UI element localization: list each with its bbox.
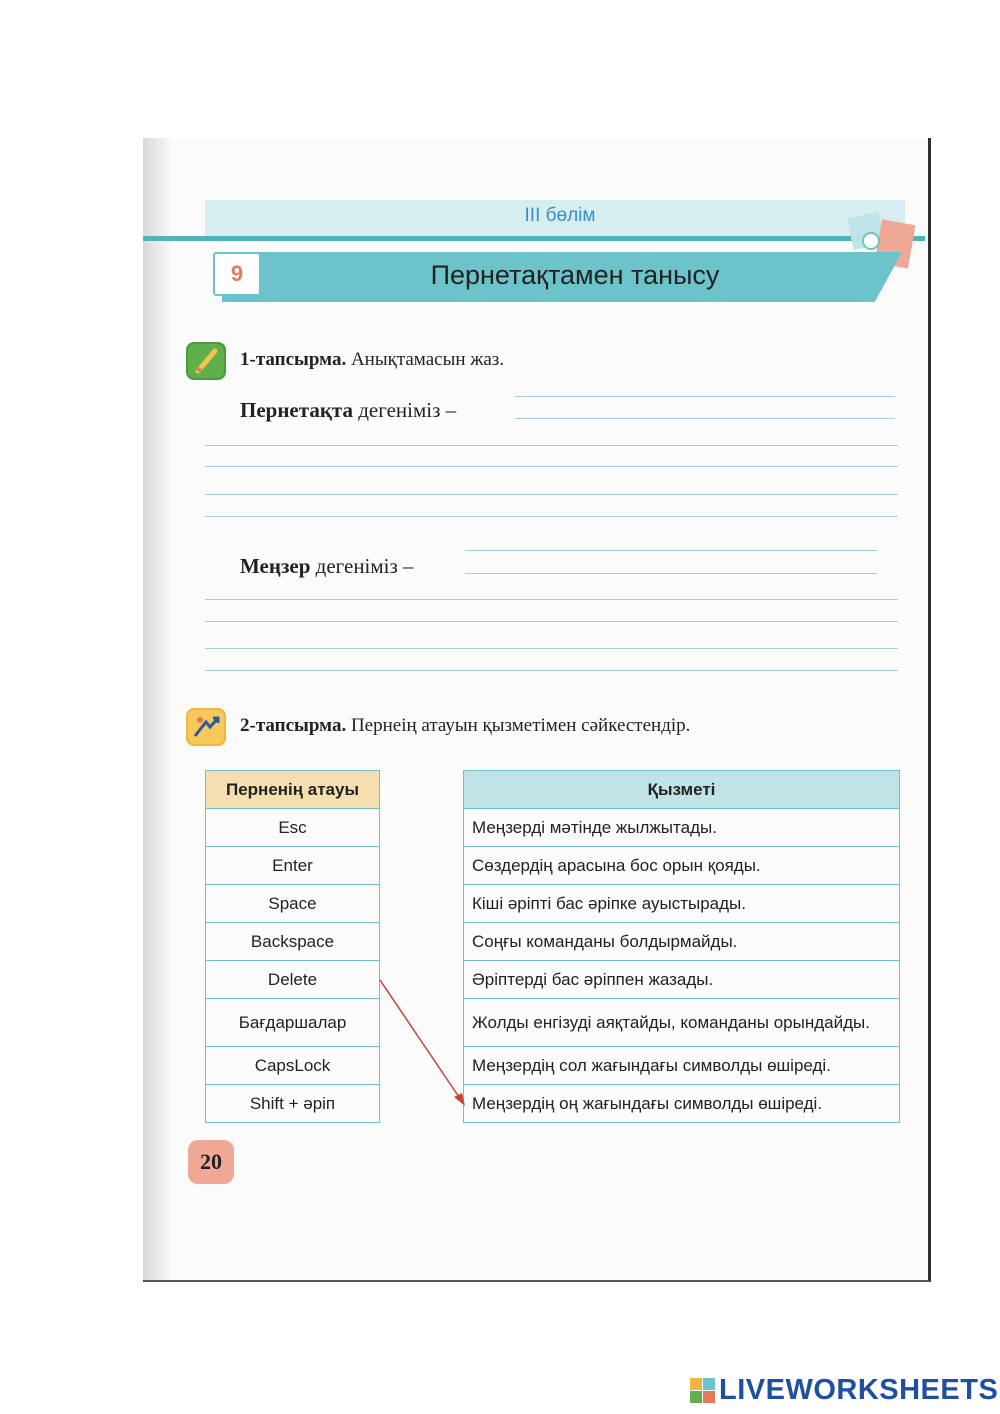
page-number: 20	[188, 1140, 234, 1184]
task2-heading	[240, 715, 690, 737]
definition-cursor	[240, 554, 414, 579]
key-names-table	[205, 770, 380, 1123]
match-arrow	[370, 975, 470, 1110]
liveworksheets-brand	[690, 1374, 998, 1407]
answer-line[interactable]	[515, 396, 895, 397]
function-cell[interactable]: Жолды енгізуді аяқтайды, команданы орындайды.	[464, 999, 900, 1047]
definition-keyboard	[240, 398, 456, 423]
definition-cursor-rest: дегеніміз –	[315, 554, 414, 578]
definition-keyboard-rest: дегеніміз –	[358, 398, 457, 422]
answer-line[interactable]	[515, 418, 895, 419]
key-functions-table	[463, 770, 900, 1123]
task1-heading	[240, 349, 504, 371]
answer-line[interactable]	[205, 648, 898, 649]
answer-line[interactable]	[465, 573, 877, 574]
function-cell[interactable]: Кіші әріпті бас әріпке ауыстырады.	[464, 885, 900, 923]
function-cell[interactable]: Сөздердің арасына бос орын қояды.	[464, 847, 900, 885]
answer-line[interactable]	[205, 466, 898, 467]
answer-line[interactable]	[205, 516, 898, 517]
chapter-title: Пернетақтамен танысу	[430, 260, 720, 290]
task1-instruction: Анықтамасын жаз.	[350, 349, 505, 370]
matching-icon	[186, 708, 226, 746]
answer-line[interactable]	[205, 670, 898, 671]
brand-name: LIVEWORKSHEETS	[719, 1374, 999, 1406]
key-cell[interactable]: Shift + әріп	[206, 1085, 380, 1123]
answer-line[interactable]	[205, 621, 898, 622]
section-title: III бөлім	[524, 205, 596, 226]
function-cell[interactable]: Әріптерді бас әріппен жазады.	[464, 961, 900, 999]
key-cell[interactable]: Esc	[206, 809, 380, 847]
answer-line[interactable]	[205, 599, 898, 600]
definition-cursor-term: Меңзер	[240, 554, 311, 578]
key-cell[interactable]: Enter	[206, 847, 380, 885]
chapter-number: 9	[213, 252, 261, 296]
key-cell[interactable]: Backspace	[206, 923, 380, 961]
definition-keyboard-term: Пернетақта	[240, 398, 353, 422]
functions-header: Қызметі	[464, 771, 900, 809]
key-cell[interactable]: CapsLock	[206, 1047, 380, 1085]
task2-instruction: Пернеің атауын қызметімен сәйкестендір.	[350, 715, 691, 736]
header-divider	[143, 236, 925, 241]
key-cell[interactable]: Delete	[206, 961, 380, 999]
answer-line[interactable]	[205, 445, 898, 446]
page-binding-shadow	[143, 138, 173, 1280]
function-cell[interactable]: Меңзердің сол жағындағы символды өшіреді.	[464, 1047, 900, 1085]
function-cell[interactable]: Меңзерді мәтінде жылжытады.	[464, 809, 900, 847]
task2-label: 2-тапсырма.	[240, 715, 347, 736]
decorative-circle	[862, 232, 880, 250]
key-cell[interactable]: Space	[206, 885, 380, 923]
task1-label: 1-тапсырма.	[240, 349, 347, 370]
function-cell[interactable]: Соңғы команданы болдырмайды.	[464, 923, 900, 961]
answer-line[interactable]	[465, 550, 877, 551]
answer-line[interactable]	[205, 494, 898, 495]
liveworksheets-logo-icon	[690, 1378, 715, 1403]
key-cell[interactable]: Бағдаршалар	[206, 999, 380, 1047]
pencil-icon	[186, 342, 226, 380]
key-names-header: Перненің атауы	[206, 771, 380, 809]
function-cell[interactable]: Меңзердің оң жағындағы символды өшіреді.	[464, 1085, 900, 1123]
